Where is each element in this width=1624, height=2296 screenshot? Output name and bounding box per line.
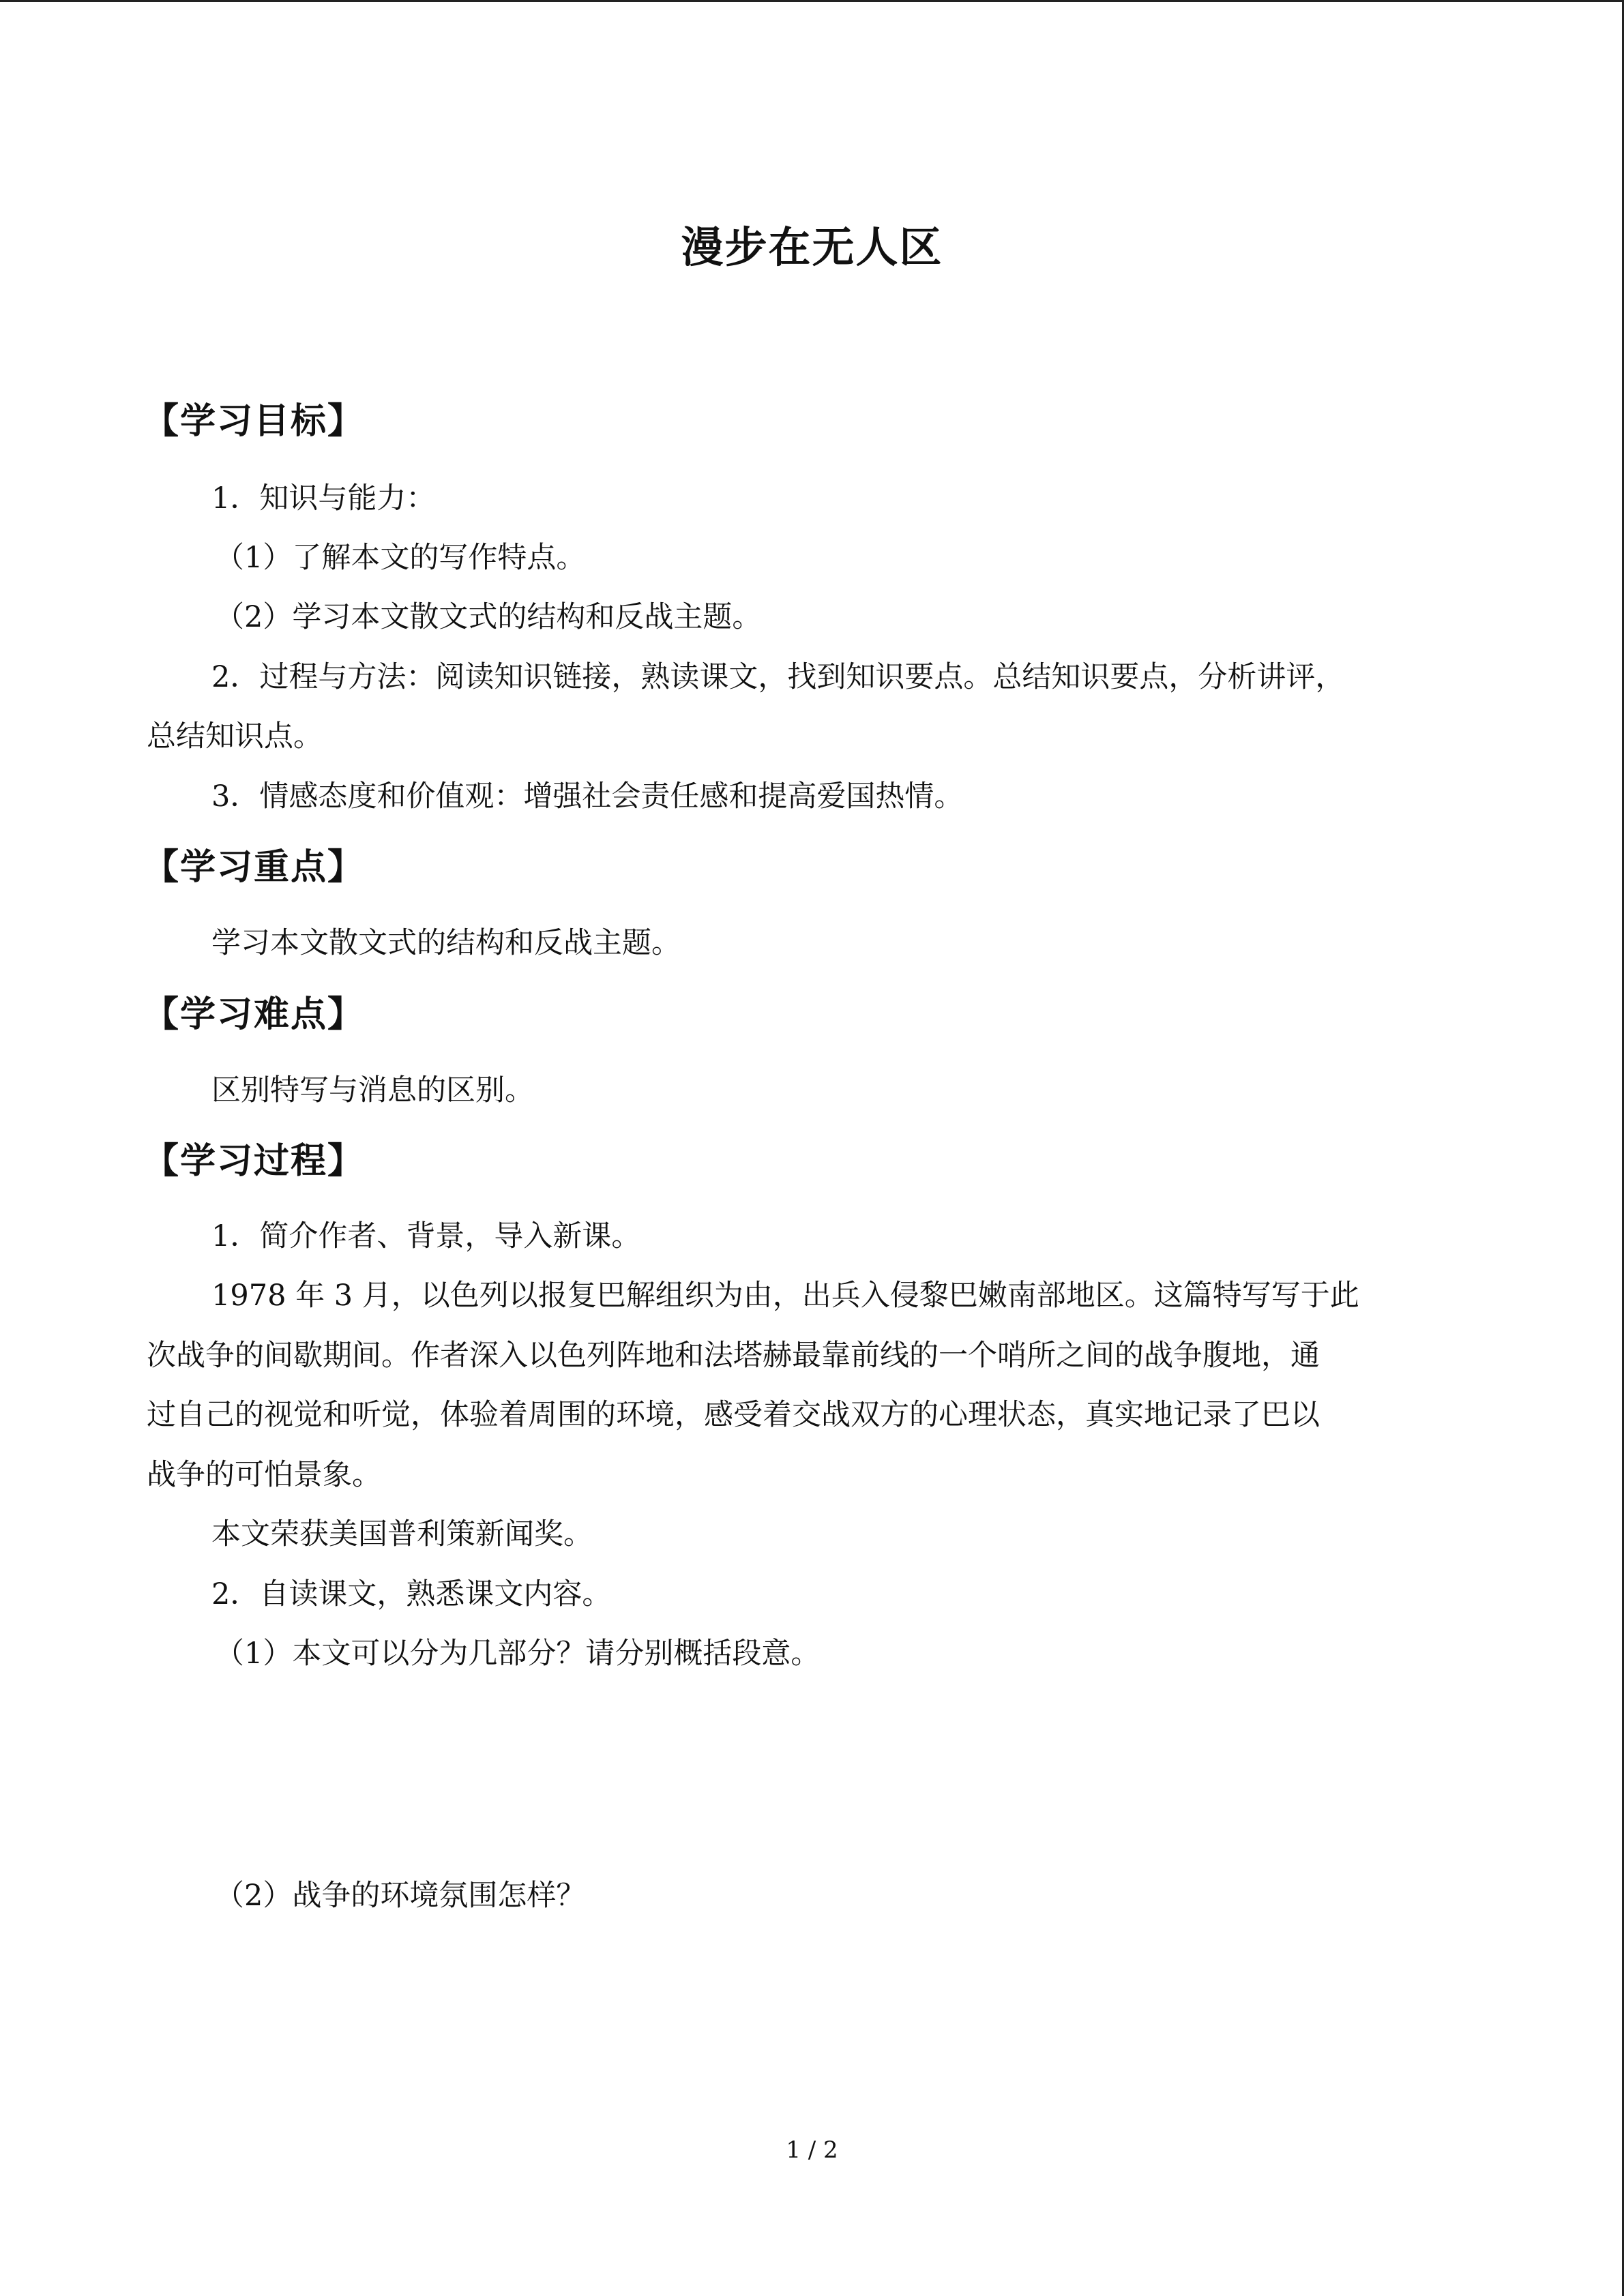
- goals-line-4: 2．过程与方法：阅读知识链接，熟读课文，找到知识要点。总结知识要点，分析讲评，: [211, 660, 1345, 694]
- goals-line-2: （1）了解本文的写作特点。: [215, 541, 586, 575]
- section-heading-difficulty: 【学习难点】: [143, 994, 365, 1035]
- goals-line-3: （2）学习本文散文式的结构和反战主题。: [215, 600, 762, 634]
- goals-line-1: 1．知识与能力：: [211, 481, 436, 516]
- page-title: 漫步在无人区: [681, 222, 943, 272]
- process-line-2: 1978 年 3 月，以色列以报复巴解组织为由，出兵入侵黎巴嫩南部地区。这篇特写写于此: [211, 1279, 1359, 1313]
- process-line-8: （1）本文可以分为几部分？请分别概括段意。: [215, 1637, 821, 1671]
- process-line-5: 战争的可怕景象。: [147, 1458, 381, 1492]
- difficulty-line-1: 区别特写与消息的区别。: [211, 1073, 534, 1107]
- goals-line-6: 3．情感态度和价值观：增强社会责任感和提高爱国热情。: [211, 779, 964, 814]
- page-number: 1 / 2: [786, 2136, 838, 2164]
- process-line-7: 2．自读课文，熟悉课文内容。: [211, 1577, 612, 1611]
- process-line-1: 1．简介作者、背景，导入新课。: [211, 1219, 641, 1253]
- process-line-3: 次战争的间歇期间。作者深入以色列阵地和法塔赫最靠前线的一个哨所之间的战争腹地，通: [147, 1339, 1320, 1373]
- process-line-6: 本文荣获美国普利策新闻奖。: [211, 1517, 593, 1551]
- process-line-9: （2）战争的环境氛围怎样？: [215, 1879, 586, 1913]
- process-line-4: 过自己的视觉和听觉，体验着周围的环境，感受着交战双方的心理状态，真实地记录了巴以: [147, 1398, 1320, 1432]
- section-heading-goals: 【学习目标】: [143, 400, 365, 442]
- focus-line-1: 学习本文散文式的结构和反战主题。: [211, 926, 681, 960]
- section-heading-focus: 【学习重点】: [143, 846, 365, 888]
- section-heading-process: 【学习过程】: [143, 1140, 365, 1182]
- goals-line-5: 总结知识点。: [147, 719, 323, 754]
